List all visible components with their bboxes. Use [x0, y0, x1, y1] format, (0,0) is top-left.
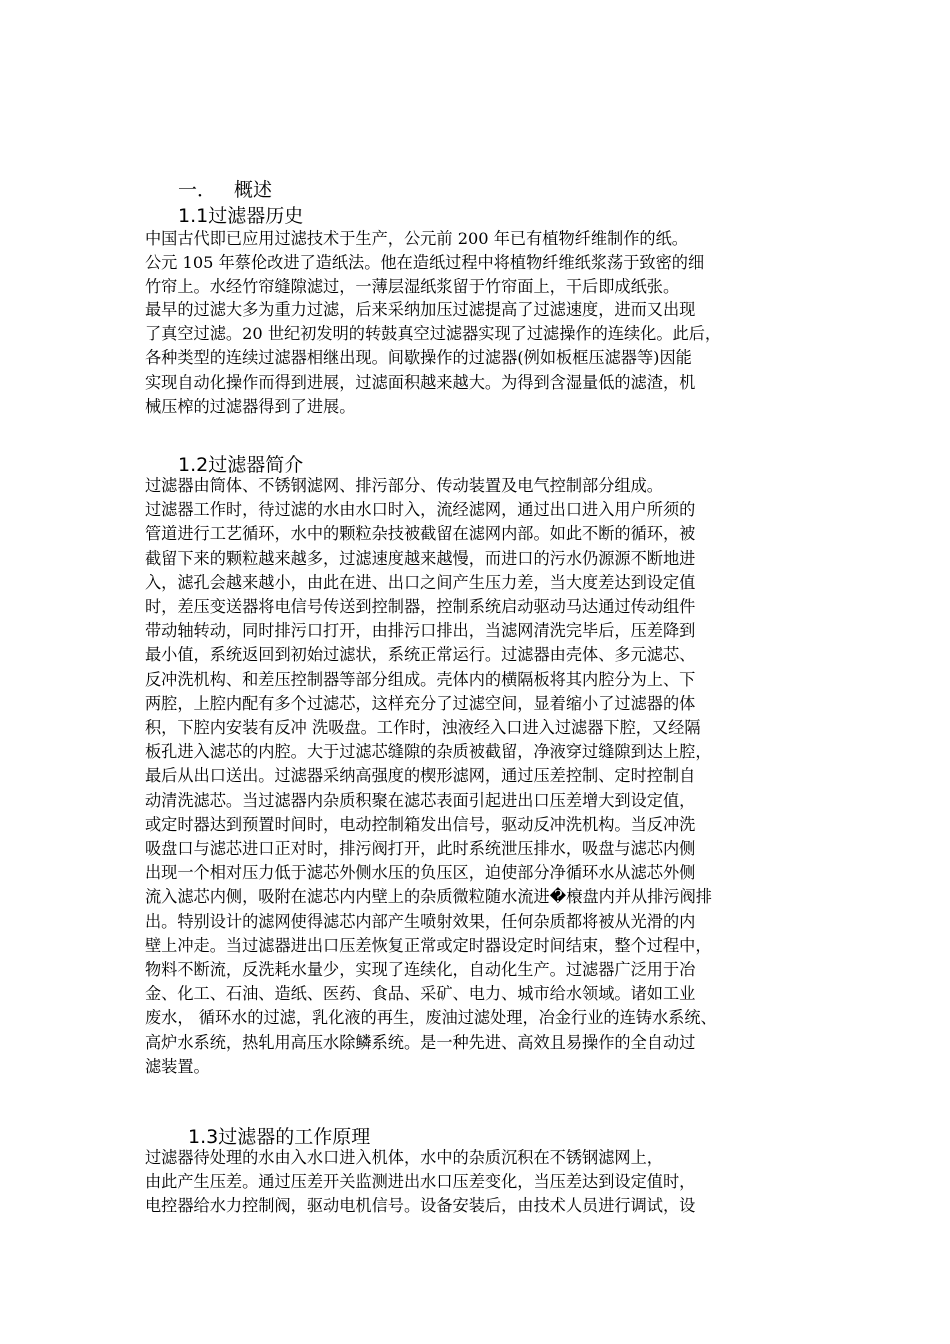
section-number: 一． [178, 179, 217, 201]
paragraph-history-ancient: 中国古代即已应用过滤技术于生产，公元前 200 年已有植物纤维制作的纸。 公元 105 年蔡伦改进了造纸法。他在造纸过程中将植物纤维纸浆荡于致密的细 竹帘上。水经竹帘缝隙滤过，一薄层湿纸浆留于竹帘面上，干后即成纸张。 [145, 229, 705, 297]
paragraph-introduction: 过滤器由筒体、不锈钢滤网、排污部分、传动装置及电气控制部分组成。 过滤器工作时，待过滤的水由水口时入，流经滤网，通过出口进入用户所须的 管道进行工艺循环，水中的颗粒杂技被截留在滤网内部。如此不断的循环，被 截留下来的颗粒越来越多，过滤速度越来越慢，而进口的污水仍源源不断地进 入，滤孔会越来越小，由此在进、出口之间产生压力差，当大度差达到设定值 时，差压变送器将电信号传送到控制器，控制系统启动驱动马达通过传动组件 带动轴转动，同时排污口打开，由排污口排出，当滤网清洗完毕后，压差降到 最小值，系统返回到初始过滤状，系统正常运行。过滤器由壳体、多元滤芯、 反冲洗机构、和差压控制器等部分组成。壳体内的横隔板将其内腔分为上、下 两腔，上腔内配有多个过滤芯，这样充分了过滤空间，显着缩小了过滤器的体 积，下腔内安装有反冲 洗吸盘。工作时，浊液经入口进入过滤器下腔，又经隔 板孔进入滤芯的内腔。大于过滤芯缝隙的杂质被截留，净液穿过缝隙到达上腔， 最后从出口送出。过滤器采纳高强度的楔形滤网，通过压差控制、定时控制自 动清洗滤芯。当过滤器内杂质积聚在滤芯表面引起进出口压差增大到设定值， 或定时器达到预置时间时，电动控制箱发出信号，驱动反冲洗机构。当反冲洗 吸盘口与滤芯进口正对时，排污阀打开，此时系统泄压排水，吸盘与滤芯内侧 出现一个相对压力低于滤芯外侧水压的负压区，迫使部分净循环水从滤芯外侧 流入滤芯内侧，吸附在滤芯内内壁上的杂质微粒随水流进�榱盘内并从排污阀排 出。特别设计的滤网使得滤芯内部产生喷射效果，任何杂质都将被从光滑的内 壁上冲走。当过滤器进出口压差恢复正常或定时器设定时间结束，整个过程中， 物料不断流，反洗耗水量少，实现了连续化，自动化生产。过滤器广泛用于冶 金、化工、石油、造纸、医药、食品、采矿、电力、城市给水领域。诸如工业 废水， 循环水的过滤，乳化液的再生，废油过滤处理，冶金行业的连铸水系统、 高炉水系统，热轧用高压水除鳞系统。是一种先进、高效且易操作的全自动过 滤装置。 [145, 476, 717, 1076]
subsection-heading-working-principle: 1.3过滤器的工作原理 [188, 1126, 371, 1148]
paragraph-history-modern: 最早的过滤大多为重力过滤，后来采纳加压过滤提高了过滤速度，进而又出现 了真空过滤。20 世纪初发明的转鼓真空过滤器实现了过滤操作的连续化。此后， 各种类型的连续过滤器相继出现。间歇操作的过滤器(例如板框压滤器等)因能 实现自动化操作而得到进展，过滤面积越来越大。为得到含湿量低的滤渣，机 械压榨的过滤器得到了进展。 [145, 300, 722, 416]
paragraph-working-principle: 过滤器待处理的水由入水口进入机体，水中的杂质沉积在不锈钢滤网上， 由此产生压差。通过压差开关监测进出水口压差变化，当压差达到设定值时， 电控器给水力控制阀，驱动电机信号。设备安装后，由技术人员进行调试，设 [145, 1148, 696, 1216]
subsection-heading-history: 1.1过滤器历史 [178, 205, 304, 227]
subsection-heading-introduction: 1.2过滤器简介 [178, 454, 304, 476]
section-heading-overview [178, 175, 272, 202]
section-title: 概述 [234, 179, 273, 201]
